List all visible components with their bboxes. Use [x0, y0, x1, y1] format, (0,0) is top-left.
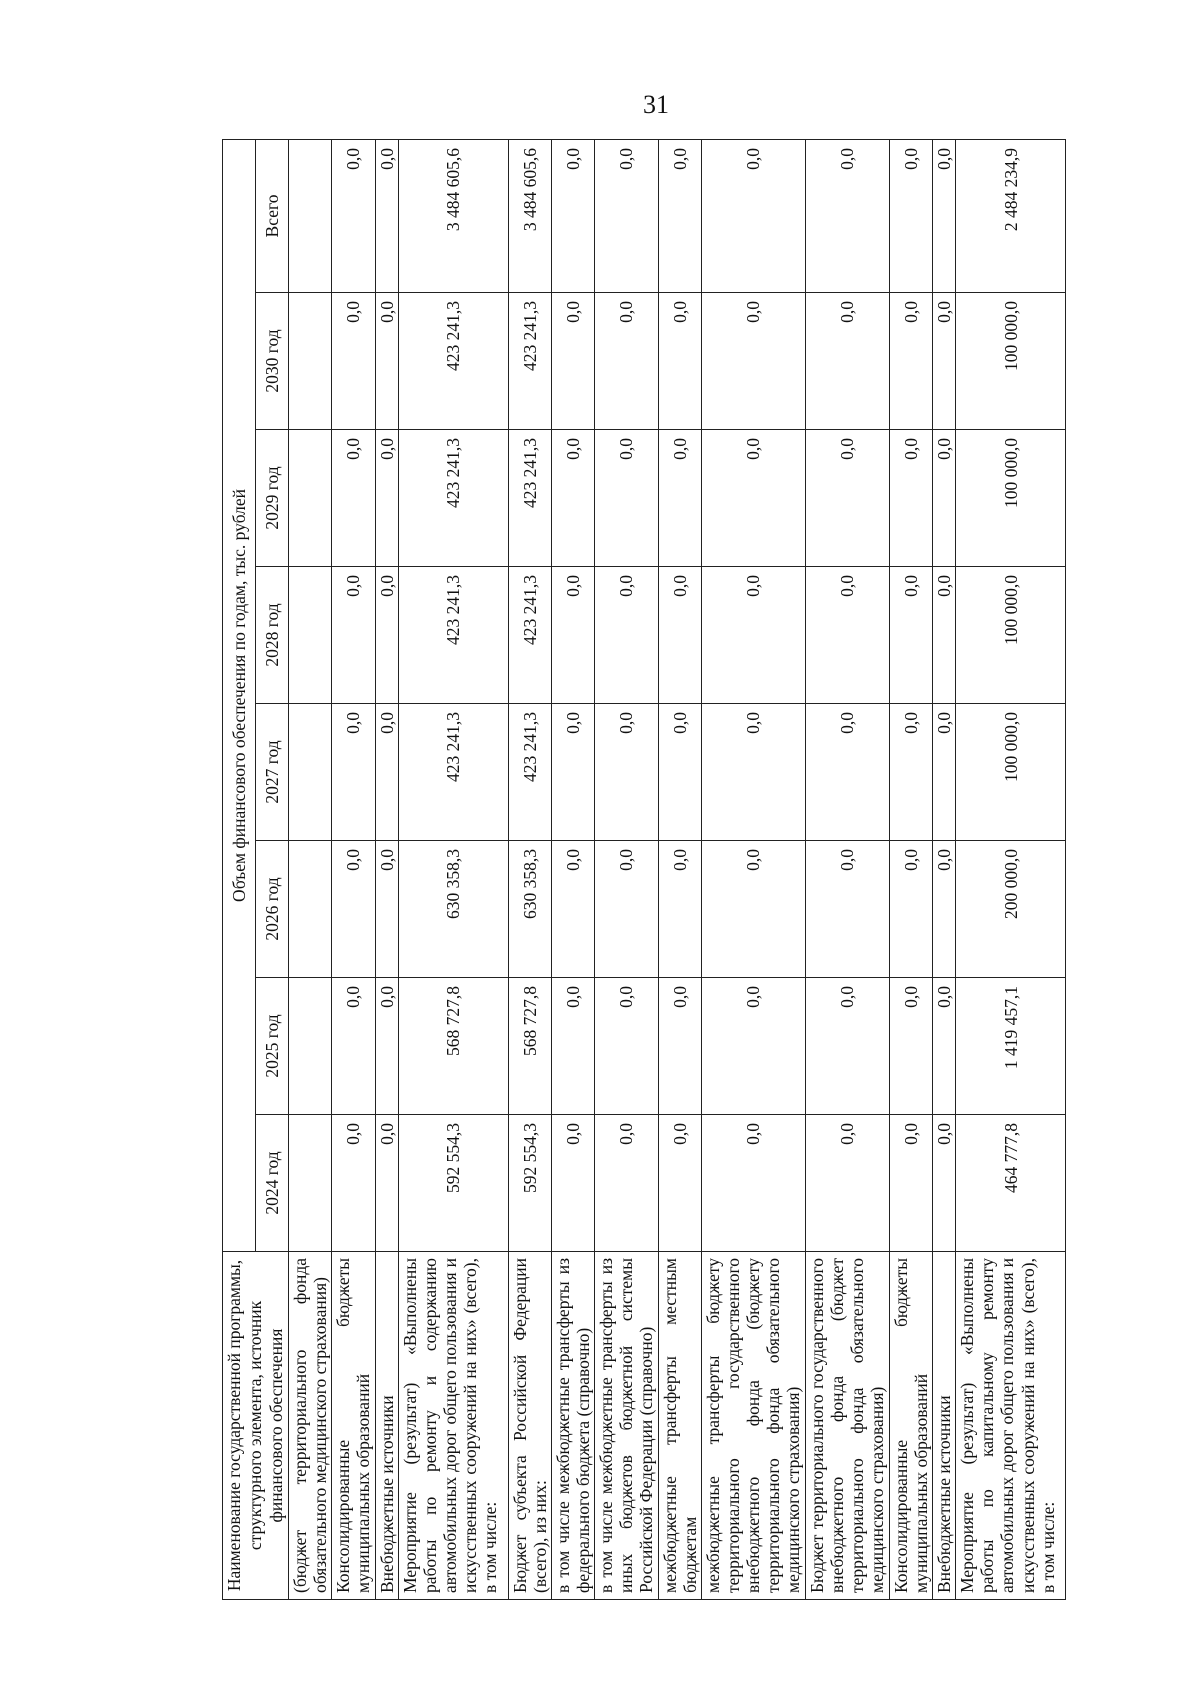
row-year-value: 423 241,3 [398, 704, 508, 841]
row-year-value: 0,0 [595, 841, 658, 978]
row-year-value: 0,0 [658, 841, 701, 978]
row-year-value: 0,0 [805, 1115, 889, 1252]
row-year-value: 0,0 [595, 567, 658, 704]
row-source-name: в том числе межбюджетные трансферты из федерального бюджета (справочно) [551, 1252, 594, 1600]
row-year-value: 0,0 [889, 1115, 932, 1252]
row-year-value: 423 241,3 [398, 567, 508, 704]
row-year-value: 0,0 [805, 430, 889, 567]
row-year-value: 100 000,0 [956, 430, 1066, 567]
row-year-value: 0,0 [551, 978, 594, 1115]
header-year: 2029 год [256, 430, 289, 567]
row-total-value: 0,0 [658, 139, 701, 292]
row-total-value: 0,0 [805, 139, 889, 292]
table-row [551, 139, 594, 1599]
row-source-name: Бюджет территориального государственного внебюджетного фонда (бюджет территориального фонда обязательного медицинского страхования) [805, 1252, 889, 1600]
row-year-value: 423 241,3 [508, 293, 551, 430]
row-year-value: 0,0 [551, 841, 594, 978]
row-year-value: 0,0 [332, 567, 375, 704]
row-year-value: 568 727,8 [398, 978, 508, 1115]
row-year-value [289, 704, 332, 841]
row-year-value: 0,0 [701, 1115, 805, 1252]
row-year-value: 0,0 [332, 841, 375, 978]
row-year-value: 0,0 [889, 978, 932, 1115]
row-year-value: 0,0 [375, 978, 398, 1115]
row-year-value: 0,0 [933, 704, 956, 841]
row-year-value: 0,0 [658, 430, 701, 567]
row-year-value: 423 241,3 [398, 293, 508, 430]
row-year-value: 0,0 [551, 704, 594, 841]
row-source-name: межбюджетные трансферты бюджету территориального государственного внебюджетного фонда (бюджету территориального фонда обязательного медицинского страхования) [701, 1252, 805, 1600]
row-year-value: 423 241,3 [508, 567, 551, 704]
table-body [289, 139, 1066, 1599]
row-total-value: 0,0 [551, 139, 594, 292]
header-year: 2025 год [256, 978, 289, 1115]
table-row [805, 139, 889, 1599]
row-year-value: 0,0 [933, 567, 956, 704]
row-year-value: 0,0 [658, 704, 701, 841]
table-row [701, 139, 805, 1599]
header-year: 2024 год [256, 1115, 289, 1252]
row-year-value: 0,0 [933, 1115, 956, 1252]
row-year-value: 0,0 [375, 841, 398, 978]
row-year-value: 464 777,8 [956, 1115, 1066, 1252]
row-year-value [289, 978, 332, 1115]
row-year-value [289, 567, 332, 704]
row-source-name: Консолидированные бюджеты муниципальных образований [889, 1252, 932, 1600]
header-volume-group: Объем финансового обеспечения по годам, тыс. рублей [223, 139, 256, 1251]
row-year-value: 0,0 [805, 293, 889, 430]
row-year-value: 630 358,3 [398, 841, 508, 978]
row-year-value: 0,0 [332, 704, 375, 841]
row-total-value: 0,0 [595, 139, 658, 292]
row-year-value: 0,0 [332, 1115, 375, 1252]
row-year-value: 0,0 [701, 293, 805, 430]
row-year-value: 0,0 [551, 430, 594, 567]
row-year-value: 630 358,3 [508, 841, 551, 978]
row-year-value: 0,0 [375, 430, 398, 567]
row-year-value: 0,0 [889, 841, 932, 978]
row-year-value: 0,0 [889, 430, 932, 567]
row-year-value: 100 000,0 [956, 293, 1066, 430]
row-total-value: 3 484 605,6 [398, 139, 508, 292]
table-row [658, 139, 701, 1599]
table-row [595, 139, 658, 1599]
row-year-value: 0,0 [889, 567, 932, 704]
row-year-value [289, 1115, 332, 1252]
row-source-name: Внебюджетные источники [375, 1252, 398, 1600]
row-source-name: Мероприятие (результат) «Выполнены работы по капитальному ремонту автомобильных дорог общего пользования и искусственных сооружений на них» (всего), в том числе: [956, 1252, 1066, 1600]
row-year-value: 0,0 [595, 430, 658, 567]
row-total-value: 0,0 [375, 139, 398, 292]
row-year-value [289, 841, 332, 978]
table-row [956, 139, 1066, 1599]
row-source-name: в том числе межбюджетные трансферты из иных бюджетов бюджетной системы Российской Федерации (справочно) [595, 1252, 658, 1600]
header-total: Всего [256, 139, 289, 292]
row-year-value: 423 241,3 [398, 430, 508, 567]
page-number: 31 [643, 90, 669, 119]
table-row [375, 139, 398, 1599]
row-source-name: межбюджетные трансферты местным бюджетам [658, 1252, 701, 1600]
row-year-value: 0,0 [701, 704, 805, 841]
row-year-value: 423 241,3 [508, 430, 551, 567]
row-year-value: 0,0 [933, 978, 956, 1115]
row-year-value: 592 554,3 [398, 1115, 508, 1252]
header-year: 2028 год [256, 567, 289, 704]
table-row [508, 139, 551, 1599]
row-year-value: 100 000,0 [956, 567, 1066, 704]
row-year-value: 0,0 [701, 978, 805, 1115]
financing-table-frame [222, 140, 1059, 1600]
row-year-value: 0,0 [805, 567, 889, 704]
row-year-value: 0,0 [805, 704, 889, 841]
row-year-value: 0,0 [933, 293, 956, 430]
row-year-value: 0,0 [332, 293, 375, 430]
table-row [289, 139, 332, 1599]
row-year-value: 0,0 [595, 1115, 658, 1252]
row-year-value: 0,0 [889, 704, 932, 841]
row-total-value: 0,0 [701, 139, 805, 292]
row-year-value: 423 241,3 [508, 704, 551, 841]
row-year-value: 0,0 [551, 567, 594, 704]
row-year-value: 568 727,8 [508, 978, 551, 1115]
row-year-value: 0,0 [658, 978, 701, 1115]
row-year-value: 1 419 457,1 [956, 978, 1066, 1115]
row-source-name: Внебюджетные источники [933, 1252, 956, 1600]
row-source-name: Бюджет субъекта Российской Федерации (всего), из них: [508, 1252, 551, 1600]
row-year-value: 0,0 [551, 293, 594, 430]
row-year-value: 0,0 [375, 1115, 398, 1252]
header-row-group [223, 139, 256, 1599]
header-year: 2026 год [256, 841, 289, 978]
row-year-value: 0,0 [805, 841, 889, 978]
row-total-value: 0,0 [889, 139, 932, 292]
row-year-value: 200 000,0 [956, 841, 1066, 978]
row-year-value: 0,0 [933, 430, 956, 567]
row-total-value: 2 484 234,9 [956, 139, 1066, 292]
row-total-value: 0,0 [933, 139, 956, 292]
row-year-value: 100 000,0 [956, 704, 1066, 841]
row-year-value: 0,0 [889, 293, 932, 430]
row-year-value: 0,0 [375, 704, 398, 841]
row-year-value: 0,0 [805, 978, 889, 1115]
row-year-value: 0,0 [375, 293, 398, 430]
header-year: 2030 год [256, 293, 289, 430]
row-year-value: 0,0 [375, 567, 398, 704]
table-row [332, 139, 375, 1599]
row-source-name: Мероприятие (результат) «Выполнены работы по ремонту и содержанию автомобильных дорог общего пользования и искусственных сооружений на них» (всего), в том числе: [398, 1252, 508, 1600]
row-year-value: 0,0 [332, 430, 375, 567]
row-total-value: 0,0 [332, 139, 375, 292]
row-year-value: 0,0 [595, 978, 658, 1115]
financing-table [222, 139, 1066, 1600]
row-year-value: 0,0 [658, 293, 701, 430]
row-year-value: 0,0 [551, 1115, 594, 1252]
row-year-value: 0,0 [658, 567, 701, 704]
row-year-value: 0,0 [595, 704, 658, 841]
row-year-value: 0,0 [658, 1115, 701, 1252]
row-year-value [289, 430, 332, 567]
row-year-value: 0,0 [701, 841, 805, 978]
row-year-value: 0,0 [332, 978, 375, 1115]
row-source-name: (бюджет территориального фонда обязательного медицинского страхования) [289, 1252, 332, 1600]
row-source-name: Консолидированные бюджеты муниципальных образований [332, 1252, 375, 1600]
header-name-column: Наименование государственной программы, структурного элемента, источник финансового обеспечения [223, 1252, 289, 1600]
row-year-value: 0,0 [933, 841, 956, 978]
row-year-value: 0,0 [701, 430, 805, 567]
header-year: 2027 год [256, 704, 289, 841]
row-total-value: 3 484 605,6 [508, 139, 551, 292]
table-row [398, 139, 508, 1599]
table-row [889, 139, 932, 1599]
row-total-value [289, 139, 332, 292]
row-year-value: 0,0 [595, 293, 658, 430]
row-year-value [289, 293, 332, 430]
row-year-value: 592 554,3 [508, 1115, 551, 1252]
row-year-value: 0,0 [701, 567, 805, 704]
table-row [933, 139, 956, 1599]
